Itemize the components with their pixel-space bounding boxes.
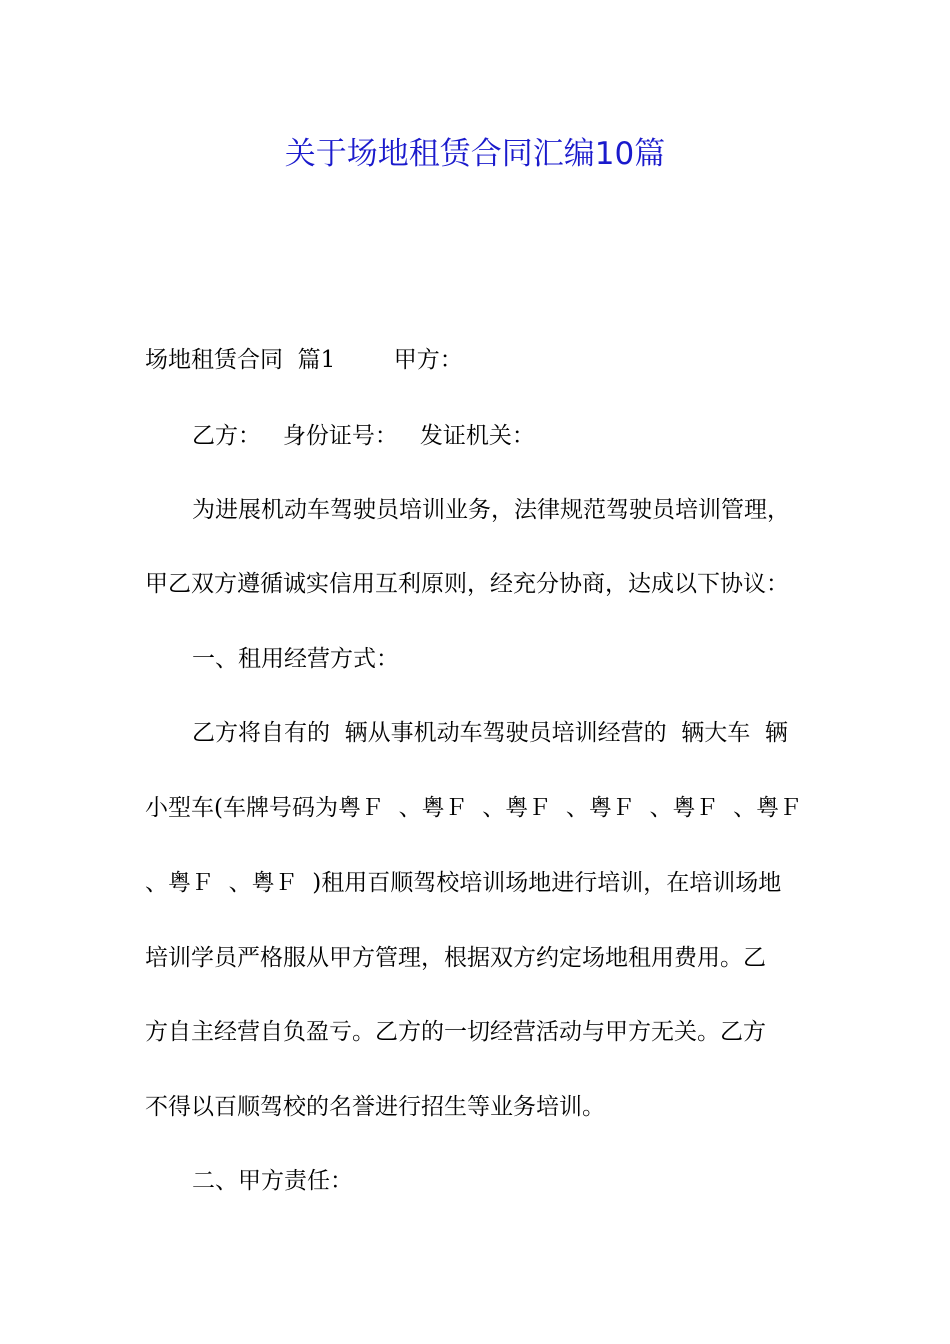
section-heading: 二、甲方责任： <box>192 1168 353 1194</box>
paragraph-line: 甲乙双方遵循诚实信用互利原则，经充分协商，达成以下协议： <box>145 571 789 597</box>
paragraph-line: 小型车(车牌号码为粤Ｆ 、粤Ｆ 、粤Ｆ 、粤Ｆ 、粤Ｆ 、粤Ｆ <box>145 795 803 821</box>
paragraph-line: 培训学员严格服从甲方管理，根据双方约定场地租用费用。乙 <box>145 945 766 971</box>
document-title: 关于场地租赁合同汇编10篇 <box>284 136 666 172</box>
paragraph-line: 乙方将自有的 辆从事机动车驾驶员培训经营的 辆大车 辆 <box>192 720 788 746</box>
paragraph-line: 为进展机动车驾驶员培训业务，法律规范驾驶员培训管理， <box>192 497 790 523</box>
paragraph-line: 乙方： 身份证号： 发证机关： <box>192 423 535 449</box>
paragraph-line: 、粤Ｆ 、粤Ｆ )租用百顺驾校培训场地进行培训，在培训场地 <box>145 870 782 896</box>
paragraph-line: 方自主经营自负盈亏。乙方的一切经营活动与甲方无关。乙方 <box>145 1019 766 1045</box>
section-heading: 一、租用经营方式： <box>192 646 399 672</box>
paragraph-line: 场地租赁合同 篇1 甲方： <box>145 347 463 373</box>
paragraph-line: 不得以百顺驾校的名誉进行招生等业务培训。 <box>145 1094 605 1120</box>
